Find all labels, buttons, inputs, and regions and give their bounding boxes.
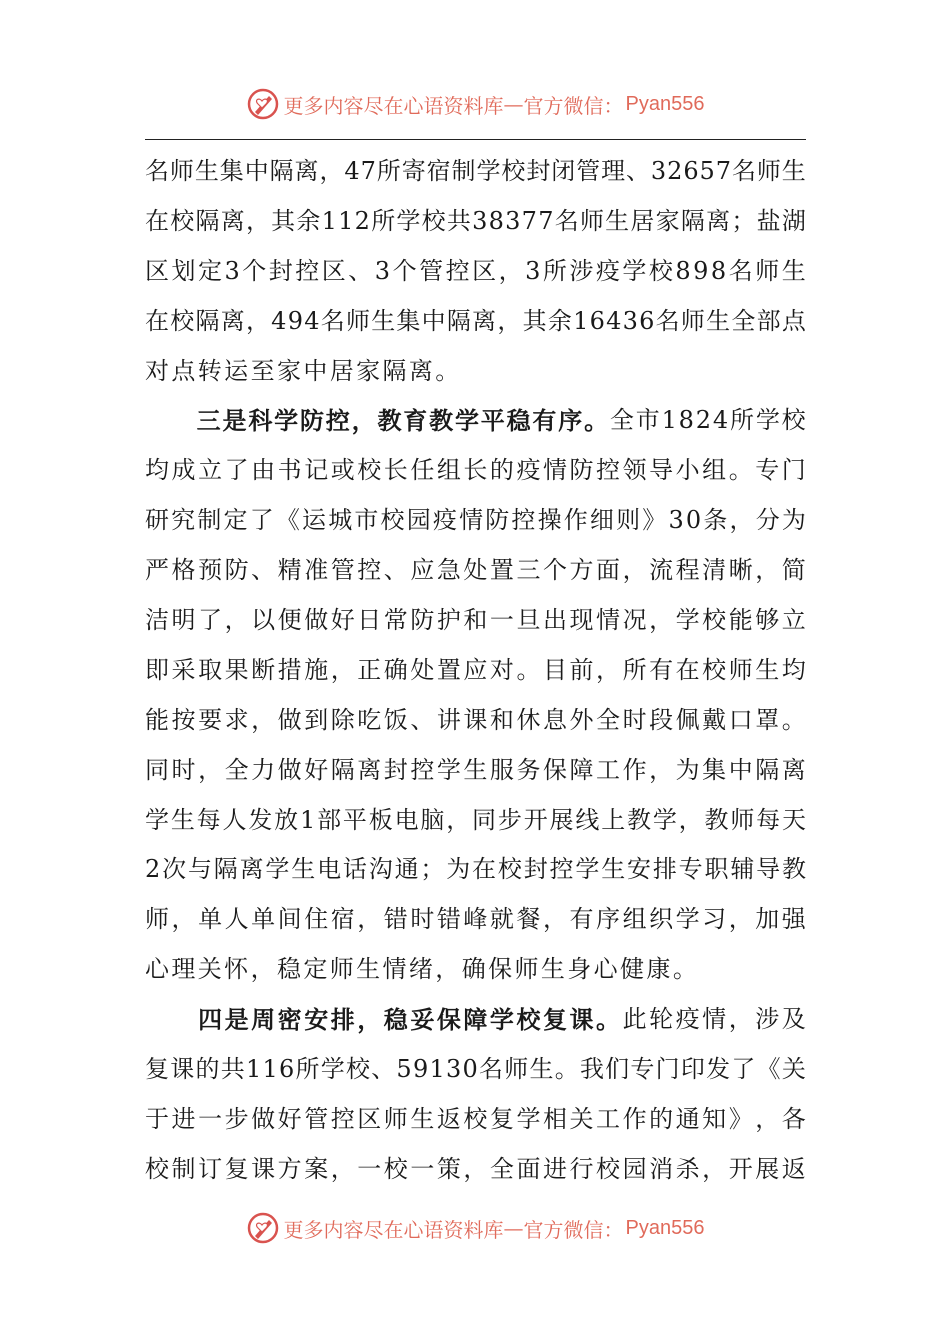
text-line: 于 进 一 步 做 好 管 控 区 师 生 返 校 复 学 相 关 工 作 的 通 知 》 ， 各 bbox=[145, 1104, 806, 1133]
text-line: 名 师 生 集 中 隔 离 ， 4 7 所 寄 宿 制 学 校 封 闭 管 理 、 3 2 6 5 7 名 师 生 bbox=[145, 157, 806, 185]
text-line: 四 是 周 密 安 排 ， 稳 妥 保 障 学 校 复 课 。 此 轮 疫 情 ， 涉 及 bbox=[198, 1005, 806, 1035]
document-body bbox=[145, 147, 806, 1195]
text-line: 三 是 科 学 防 控 ， 教 育 教 学 平 稳 有 序 。 全 市 1 8 2 4 所 学 校 bbox=[196, 406, 806, 436]
pen-heart-logo-icon bbox=[246, 87, 280, 121]
text-line: 对 点 转 运 至 家 中 居 家 隔 离 。 bbox=[145, 356, 460, 385]
watermark-wechat-label: 官方微信： bbox=[523, 1217, 624, 1242]
text-line: 校 制 订 复 课 方 案 ， 一 校 一 策 ， 全 面 进 行 校 园 消 杀 ， 开 展 返 bbox=[145, 1154, 806, 1183]
text-line: 在 校 隔 离 ， 其 余 1 1 2 所 学 校 共 3 8 3 7 7 名 师 生 居 家 隔 离 ； 盐 湖 bbox=[145, 206, 806, 235]
text-line: 严 格 预 防 、 精 准 管 控 、 应 急 处 置 三 个 方 面 ， 流 程 清 晰 ， 简 bbox=[145, 556, 806, 585]
watermark-dash: — bbox=[503, 1216, 524, 1240]
text-line: 同 时 ， 全 力 做 好 隔 离 封 控 学 生 服 务 保 障 工 作 ， 为 集 中 隔 离 bbox=[145, 755, 806, 784]
watermark-site-text: 更多内容尽在心语资料库 bbox=[283, 93, 504, 118]
text-line: 洁 明 了 ， 以 便 做 好 日 常 防 护 和 一 旦 出 现 情 况 ， 学 校 能 够 立 bbox=[145, 606, 806, 635]
text-line: 能 按 要 求 ， 做 到 除 吃 饭 、 讲 课 和 休 息 外 全 时 段 佩 戴 口 罩 。 bbox=[145, 705, 806, 734]
text-line: 2 次 与 隔 离 学 生 电 话 沟 通 ； 为 在 校 封 控 学 生 安 排 专 职 辅 导 教 bbox=[145, 855, 806, 884]
watermark-dash: — bbox=[503, 92, 524, 116]
text-line: 研 究 制 定 了 《 运 城 市 校 园 疫 情 防 控 操 作 细 则 》 3 0 条 ， 分 为 bbox=[145, 506, 806, 535]
watermark-account: Pyan556 bbox=[625, 92, 705, 115]
text-line: 学 生 每 人 发 放 1 部 平 板 电 脑 ， 同 步 开 展 线 上 教 学 ， 教 师 每 天 bbox=[145, 805, 806, 834]
header-watermark bbox=[0, 84, 950, 124]
text-line: 即 采 取 果 断 措 施 ， 正 确 处 置 应 对 。 目 前 ， 所 有 在 校 师 生 均 bbox=[145, 655, 806, 684]
text-line: 区 划 定 3 个 封 控 区 、 3 个 管 控 区 ， 3 所 涉 疫 学 校 8 9 8 名 师 生 bbox=[145, 256, 806, 285]
header-divider bbox=[145, 139, 806, 140]
text-line: 复 课 的 共 1 1 6 所 学 校 、 5 9 1 3 0 名 师 生 。 我 们 专 门 印 发 了 《 关 bbox=[145, 1055, 806, 1084]
text-line: 师 ， 单 人 单 间 住 宿 ， 错 时 错 峰 就 餐 ， 有 序 组 织 学 习 ， 加 强 bbox=[145, 905, 806, 934]
text-line: 在 校 隔 离 ， 4 9 4 名 师 生 集 中 隔 离 ， 其 余 1 6 4 3 6 名 师 生 全 部 点 bbox=[145, 306, 806, 335]
watermark-wechat-label: 官方微信： bbox=[523, 93, 624, 118]
watermark-site-text: 更多内容尽在心语资料库 bbox=[283, 1217, 504, 1242]
text-line: 心 理 关 怀 ， 稳 定 师 生 情 绪 ， 确 保 师 生 身 心 健 康 。 bbox=[145, 955, 697, 984]
watermark-account: Pyan556 bbox=[625, 1216, 705, 1239]
pen-heart-logo-icon bbox=[246, 1211, 280, 1245]
footer-watermark bbox=[0, 1208, 950, 1248]
text-line: 均 成 立 了 由 书 记 或 校 长 任 组 长 的 疫 情 防 控 领 导 小 组 。 专 门 bbox=[145, 456, 806, 485]
